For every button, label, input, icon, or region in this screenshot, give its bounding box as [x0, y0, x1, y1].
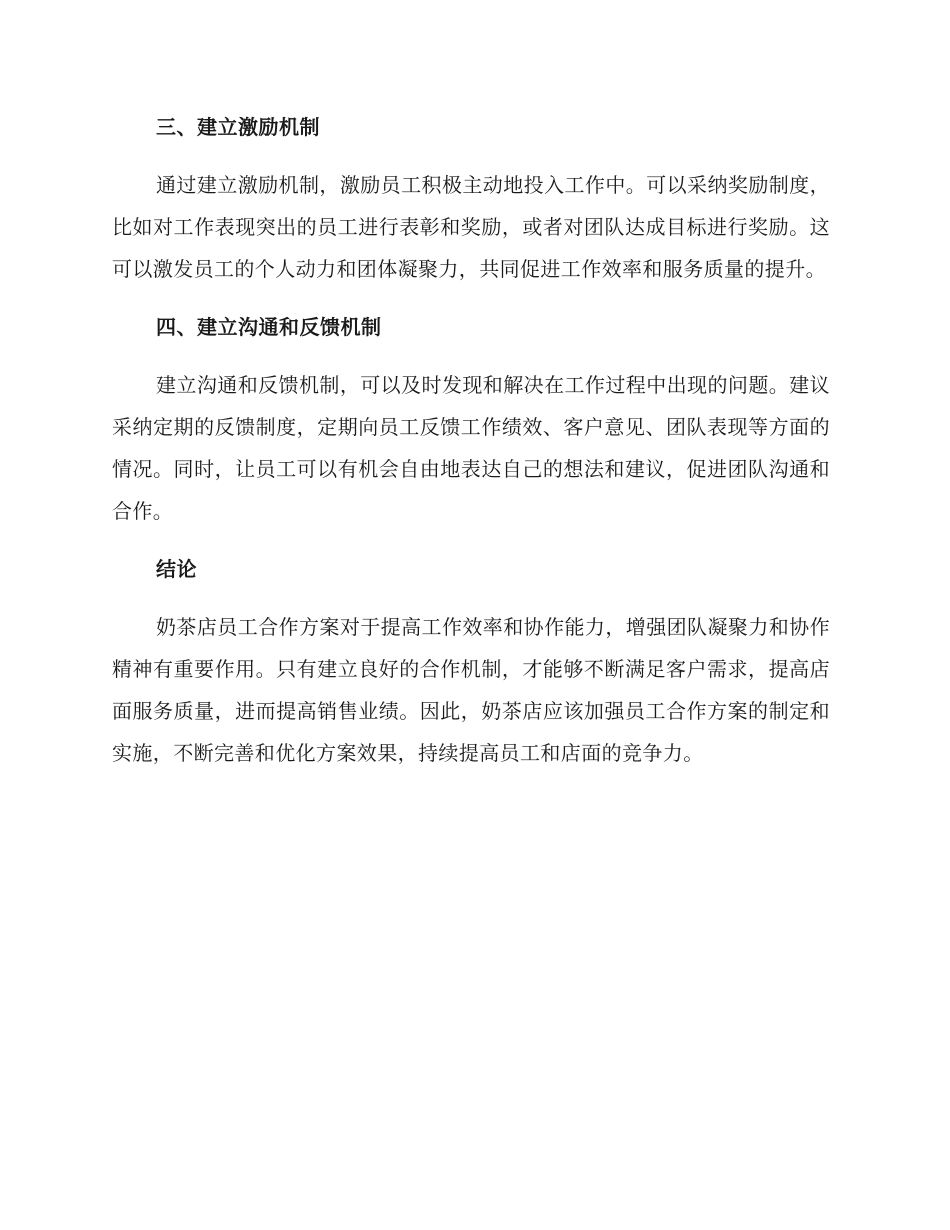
section-heading: 三、建立激励机制 [156, 115, 320, 139]
section-communication [112, 308, 830, 532]
section-conclusion [112, 550, 830, 774]
section-paragraph: 奶茶店员工合作方案对于提高工作效率和协作能力，增强团队凝聚力和协作精神有重要作用。只有建立良好的合作机制，才能够不断满足客户需求，提高店面服务质量，进而提高销售业绩。因此，奶茶店应该加强员工合作方案的制定和实施，不断完善和优化方案效果，持续提高员工和店面的竞争力。 [112, 615, 830, 765]
section-paragraph: 通过建立激励机制，激励员工积极主动地投入工作中。可以采纳奖励制度，比如对工作表现突出的员工进行表彰和奖励，或者对团队达成目标进行奖励。这可以激发员工的个人动力和团体凝聚力，共同促进工作效率和服务质量的提升。 [112, 173, 830, 281]
section-heading: 结论 [156, 557, 197, 581]
section-heading: 四、建立沟通和反馈机制 [156, 315, 382, 339]
document-page [112, 108, 830, 792]
section-paragraph: 建立沟通和反馈机制，可以及时发现和解决在工作过程中出现的问题。建议采纳定期的反馈制度，定期向员工反馈工作绩效、客户意见、团队表现等方面的情况。同时，让员工可以有机会自由地表达自己的想法和建议，促进团队沟通和合作。 [112, 373, 830, 523]
section-incentive [112, 108, 830, 290]
